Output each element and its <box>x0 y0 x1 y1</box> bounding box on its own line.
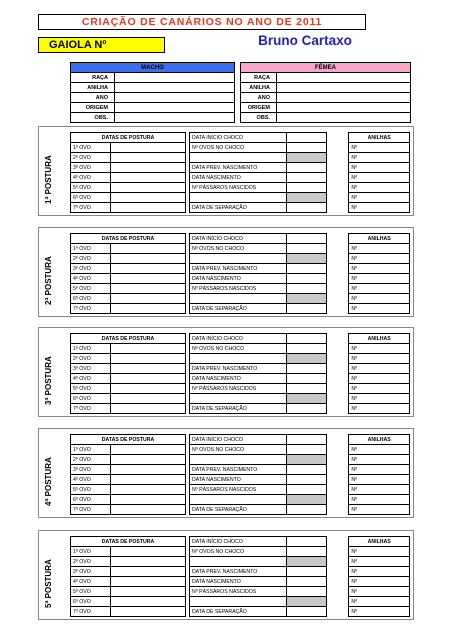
anilhas-header: ANILHAS <box>349 234 410 244</box>
anilha-cell[interactable]: Nº <box>349 577 410 587</box>
anilha-cell[interactable]: Nº <box>349 294 410 304</box>
info-value-cell[interactable] <box>286 203 326 213</box>
info-value-cell[interactable] <box>286 274 326 284</box>
info-value-cell[interactable] <box>286 505 326 515</box>
ovo-date-cell[interactable] <box>111 374 186 384</box>
spacer <box>327 435 349 445</box>
spacer <box>327 304 349 314</box>
ovo-label: 1º OVO <box>71 344 111 354</box>
info-label: DATA DE SEPARAÇÃO <box>190 505 287 515</box>
info-label: Nº OVOS NO CHOCO <box>190 445 287 455</box>
spacer <box>327 394 349 404</box>
spacer <box>327 153 349 163</box>
spacer <box>327 163 349 173</box>
ovo-label: 6º OVO <box>71 495 111 505</box>
macho-table <box>70 62 235 123</box>
postura-label: 4ª POSTURA <box>44 457 53 506</box>
ovo-label: 4º OVO <box>71 173 111 183</box>
ovo-date-cell[interactable] <box>111 557 186 567</box>
spacer <box>327 537 349 547</box>
info-value-cell[interactable] <box>286 234 326 244</box>
spacer <box>327 193 349 203</box>
info-label: Nº OVOS NO CHOCO <box>190 344 287 354</box>
field-value[interactable] <box>115 93 235 103</box>
info-label: DATA INÍCIO CHOCO <box>190 133 287 143</box>
info-value-cell[interactable] <box>286 587 326 597</box>
field-value[interactable] <box>277 93 411 103</box>
info-value-cell[interactable] <box>286 435 326 445</box>
postura-label: 1ª POSTURA <box>44 155 53 204</box>
ovo-label: 3º OVO <box>71 163 111 173</box>
femea-table <box>240 62 411 123</box>
postura-label: 2ª POSTURA <box>44 256 53 305</box>
ovo-label: 7º OVO <box>71 404 111 414</box>
postura-table <box>70 132 410 213</box>
postura-label-wrap <box>44 457 56 518</box>
info-value-cell[interactable] <box>286 475 326 485</box>
info-value-cell[interactable] <box>286 244 326 254</box>
ovo-label: 6º OVO <box>71 394 111 404</box>
info-value-cell[interactable] <box>286 304 326 314</box>
anilhas-header: ANILHAS <box>349 334 410 344</box>
anilha-cell[interactable]: Nº <box>349 354 410 364</box>
ovo-date-cell[interactable] <box>111 384 186 394</box>
field-label: ANO <box>71 93 115 103</box>
info-value-cell[interactable] <box>286 607 326 617</box>
spacer <box>327 475 349 485</box>
spacer <box>327 547 349 557</box>
postura-table <box>70 233 410 314</box>
postura-label: 5ª POSTURA <box>44 559 53 608</box>
postura-label-wrap <box>44 256 56 317</box>
postura-label: 3ª POSTURA <box>44 356 53 405</box>
info-value-cell[interactable] <box>286 537 326 547</box>
anilha-cell[interactable]: Nº <box>349 173 410 183</box>
ovo-label: 7º OVO <box>71 203 111 213</box>
info-label <box>190 455 287 465</box>
info-label: Nº PÁSSAROS NASCIDOS <box>190 485 287 495</box>
info-label: DATA NASCIMENTO <box>190 475 287 485</box>
ovo-date-cell[interactable] <box>111 193 186 203</box>
ovo-label: 4º OVO <box>71 475 111 485</box>
anilha-cell[interactable]: Nº <box>349 304 410 314</box>
info-value-cell[interactable] <box>286 547 326 557</box>
postura-label-wrap <box>44 559 56 620</box>
ovo-label: 2º OVO <box>71 153 111 163</box>
field-label: ORIGEM <box>241 103 277 113</box>
info-value-cell[interactable] <box>286 354 326 364</box>
info-value-cell[interactable] <box>286 183 326 193</box>
anilhas-header: ANILHAS <box>349 537 410 547</box>
field-label: RAÇA <box>71 73 115 83</box>
info-label <box>190 153 287 163</box>
anilha-cell[interactable]: Nº <box>349 374 410 384</box>
ovo-date-cell[interactable] <box>111 264 186 274</box>
spacer <box>327 133 349 143</box>
ovo-label: 7º OVO <box>71 304 111 314</box>
macho-header: MACHO <box>71 63 235 73</box>
ovo-label: 3º OVO <box>71 364 111 374</box>
ovo-label: 5º OVO <box>71 384 111 394</box>
ovo-date-cell[interactable] <box>111 143 186 153</box>
info-label: DATA INÍCIO CHOCO <box>190 334 287 344</box>
spacer <box>327 384 349 394</box>
ovo-date-cell[interactable] <box>111 284 186 294</box>
info-label <box>190 557 287 567</box>
ovo-date-cell[interactable] <box>111 153 186 163</box>
field-label: ANO <box>241 93 277 103</box>
ovo-date-cell[interactable] <box>111 455 186 465</box>
spacer <box>327 485 349 495</box>
spacer <box>327 587 349 597</box>
anilha-cell[interactable]: Nº <box>349 567 410 577</box>
info-value-cell[interactable] <box>286 294 326 304</box>
anilha-cell[interactable]: Nº <box>349 505 410 515</box>
spacer <box>327 567 349 577</box>
anilha-cell[interactable]: Nº <box>349 445 410 455</box>
info-label: DATA PREV. NASCIMENTO <box>190 264 287 274</box>
anilha-cell[interactable]: Nº <box>349 254 410 264</box>
ovo-date-cell[interactable] <box>111 254 186 264</box>
info-label: DATA NASCIMENTO <box>190 274 287 284</box>
ovo-date-cell[interactable] <box>111 475 186 485</box>
info-label: DATA DE SEPARAÇÃO <box>190 203 287 213</box>
info-value-cell[interactable] <box>286 495 326 505</box>
ovo-date-cell[interactable] <box>111 294 186 304</box>
datas-postura-header: DATAS DE POSTURA <box>71 334 186 344</box>
spacer <box>327 244 349 254</box>
info-label <box>190 254 287 264</box>
ovo-label: 2º OVO <box>71 354 111 364</box>
info-value-cell[interactable] <box>286 153 326 163</box>
spacer <box>327 334 349 344</box>
info-value-cell[interactable] <box>286 264 326 274</box>
postura-label-wrap <box>44 356 56 417</box>
field-label: ANILHA <box>71 83 115 93</box>
ovo-date-cell[interactable] <box>111 547 186 557</box>
ovo-label: 7º OVO <box>71 607 111 617</box>
info-label: DATA NASCIMENTO <box>190 374 287 384</box>
info-value-cell[interactable] <box>286 364 326 374</box>
info-value-cell[interactable] <box>286 334 326 344</box>
ovo-date-cell[interactable] <box>111 577 186 587</box>
ovo-date-cell[interactable] <box>111 274 186 284</box>
postura-table <box>70 536 410 617</box>
spacer <box>327 294 349 304</box>
info-value-cell[interactable] <box>286 133 326 143</box>
spacer <box>327 234 349 244</box>
info-value-cell[interactable] <box>286 284 326 294</box>
anilha-cell[interactable]: Nº <box>349 607 410 617</box>
spacer <box>327 495 349 505</box>
info-label: DATA DE SEPARAÇÃO <box>190 404 287 414</box>
spacer <box>327 404 349 414</box>
ovo-label: 1º OVO <box>71 445 111 455</box>
info-label: Nº OVOS NO CHOCO <box>190 143 287 153</box>
page-title: CRIAÇÃO DE CANÁRIOS NO ANO DE 2011 <box>38 14 366 30</box>
info-value-cell[interactable] <box>286 254 326 264</box>
ovo-label: 1º OVO <box>71 547 111 557</box>
anilhas-header: ANILHAS <box>349 435 410 445</box>
info-value-cell[interactable] <box>286 404 326 414</box>
field-value[interactable] <box>277 103 411 113</box>
info-value-cell[interactable] <box>286 384 326 394</box>
ovo-label: 2º OVO <box>71 455 111 465</box>
info-label: Nº PÁSSAROS NASCIDOS <box>190 587 287 597</box>
spacer <box>327 445 349 455</box>
info-label: Nº PÁSSAROS NASCIDOS <box>190 384 287 394</box>
anilha-cell[interactable]: Nº <box>349 153 410 163</box>
postura-table <box>70 434 410 515</box>
datas-postura-header: DATAS DE POSTURA <box>71 133 186 143</box>
info-value-cell[interactable] <box>286 597 326 607</box>
anilha-cell[interactable]: Nº <box>349 557 410 567</box>
spacer <box>327 183 349 193</box>
owner-name: Bruno Cartaxo <box>258 33 352 48</box>
anilha-cell[interactable]: Nº <box>349 475 410 485</box>
ovo-label: 4º OVO <box>71 374 111 384</box>
anilha-cell[interactable]: Nº <box>349 143 410 153</box>
info-label: DATA NASCIMENTO <box>190 173 287 183</box>
anilha-cell[interactable]: Nº <box>349 274 410 284</box>
anilha-cell[interactable]: Nº <box>349 284 410 294</box>
info-value-cell[interactable] <box>286 577 326 587</box>
spacer <box>327 455 349 465</box>
field-label: ORIGEM <box>71 103 115 113</box>
ovo-date-cell[interactable] <box>111 567 186 577</box>
anilha-cell[interactable]: Nº <box>349 183 410 193</box>
spacer <box>327 203 349 213</box>
ovo-label: 5º OVO <box>71 183 111 193</box>
datas-postura-header: DATAS DE POSTURA <box>71 435 186 445</box>
info-label <box>190 597 287 607</box>
info-value-cell[interactable] <box>286 173 326 183</box>
ovo-label: 3º OVO <box>71 567 111 577</box>
ovo-label: 2º OVO <box>71 557 111 567</box>
info-label: Nº PÁSSAROS NASCIDOS <box>190 183 287 193</box>
info-label: DATA DE SEPARAÇÃO <box>190 607 287 617</box>
ovo-date-cell[interactable] <box>111 183 186 193</box>
datas-postura-header: DATAS DE POSTURA <box>71 234 186 244</box>
ovo-date-cell[interactable] <box>111 404 186 414</box>
info-label <box>190 495 287 505</box>
femea-header: FÊMEA <box>241 63 411 73</box>
info-value-cell[interactable] <box>286 465 326 475</box>
info-label: DATA PREV. NASCIMENTO <box>190 567 287 577</box>
ovo-date-cell[interactable] <box>111 607 186 617</box>
spacer <box>327 465 349 475</box>
ovo-date-cell[interactable] <box>111 587 186 597</box>
ovo-label: 3º OVO <box>71 264 111 274</box>
anilha-cell[interactable]: Nº <box>349 364 410 374</box>
field-value[interactable] <box>115 73 235 83</box>
anilha-cell[interactable]: Nº <box>349 455 410 465</box>
spacer <box>327 344 349 354</box>
ovo-date-cell[interactable] <box>111 505 186 515</box>
anilhas-header: ANILHAS <box>349 133 410 143</box>
ovo-label: 7º OVO <box>71 505 111 515</box>
spacer <box>327 577 349 587</box>
postura-label-wrap <box>44 155 56 216</box>
anilha-cell[interactable]: Nº <box>349 244 410 254</box>
info-value-cell[interactable] <box>286 455 326 465</box>
anilha-cell[interactable]: Nº <box>349 384 410 394</box>
spacer <box>327 173 349 183</box>
ovo-date-cell[interactable] <box>111 394 186 404</box>
ovo-date-cell[interactable] <box>111 304 186 314</box>
info-label <box>190 193 287 203</box>
info-value-cell[interactable] <box>286 143 326 153</box>
field-label: OBS. <box>71 113 115 123</box>
ovo-label: 3º OVO <box>71 465 111 475</box>
ovo-date-cell[interactable] <box>111 364 186 374</box>
info-value-cell[interactable] <box>286 567 326 577</box>
ovo-label: 6º OVO <box>71 294 111 304</box>
info-label: DATA DE SEPARAÇÃO <box>190 304 287 314</box>
anilha-cell[interactable]: Nº <box>349 163 410 173</box>
ovo-date-cell[interactable] <box>111 597 186 607</box>
info-value-cell[interactable] <box>286 163 326 173</box>
info-label: Nº OVOS NO CHOCO <box>190 547 287 557</box>
info-value-cell[interactable] <box>286 374 326 384</box>
ovo-label: 1º OVO <box>71 244 111 254</box>
info-label: Nº OVOS NO CHOCO <box>190 244 287 254</box>
anilha-cell[interactable]: Nº <box>349 485 410 495</box>
anilha-cell[interactable]: Nº <box>349 597 410 607</box>
gaiola-label: GAIOLA Nº <box>38 37 165 53</box>
field-label: ANILHA <box>241 83 277 93</box>
spacer <box>327 364 349 374</box>
ovo-label: 5º OVO <box>71 485 111 495</box>
field-value[interactable] <box>115 103 235 113</box>
spacer <box>327 505 349 515</box>
info-label <box>190 354 287 364</box>
ovo-date-cell[interactable] <box>111 465 186 475</box>
field-value[interactable] <box>277 73 411 83</box>
ovo-label: 4º OVO <box>71 577 111 587</box>
info-label: DATA INÍCIO CHOCO <box>190 435 287 445</box>
ovo-date-cell[interactable] <box>111 354 186 364</box>
datas-postura-header: DATAS DE POSTURA <box>71 537 186 547</box>
info-label: Nº PÁSSAROS NASCIDOS <box>190 284 287 294</box>
ovo-date-cell[interactable] <box>111 344 186 354</box>
anilha-cell[interactable]: Nº <box>349 394 410 404</box>
info-label: DATA INÍCIO CHOCO <box>190 234 287 244</box>
anilha-cell[interactable]: Nº <box>349 264 410 274</box>
spacer <box>327 254 349 264</box>
info-label: DATA NASCIMENTO <box>190 577 287 587</box>
info-value-cell[interactable] <box>286 557 326 567</box>
spacer <box>327 597 349 607</box>
anilha-cell[interactable]: Nº <box>349 587 410 597</box>
anilha-cell[interactable]: Nº <box>349 495 410 505</box>
spacer <box>327 607 349 617</box>
info-label: DATA PREV. NASCIMENTO <box>190 465 287 475</box>
field-value[interactable] <box>115 83 235 93</box>
ovo-label: 4º OVO <box>71 274 111 284</box>
field-label: OBS. <box>241 113 277 123</box>
ovo-label: 2º OVO <box>71 254 111 264</box>
anilha-cell[interactable]: Nº <box>349 547 410 557</box>
info-label <box>190 294 287 304</box>
spacer <box>327 557 349 567</box>
field-label: RAÇA <box>241 73 277 83</box>
field-value[interactable] <box>277 83 411 93</box>
info-value-cell[interactable] <box>286 445 326 455</box>
ovo-date-cell[interactable] <box>111 445 186 455</box>
anilha-cell[interactable]: Nº <box>349 344 410 354</box>
spacer <box>327 374 349 384</box>
info-label: DATA INÍCIO CHOCO <box>190 537 287 547</box>
anilha-cell[interactable]: Nº <box>349 193 410 203</box>
spacer <box>327 274 349 284</box>
spacer <box>327 143 349 153</box>
ovo-label: 5º OVO <box>71 587 111 597</box>
info-value-cell[interactable] <box>286 485 326 495</box>
info-label <box>190 394 287 404</box>
ovo-label: 6º OVO <box>71 597 111 607</box>
info-value-cell[interactable] <box>286 193 326 203</box>
anilha-cell[interactable]: Nº <box>349 404 410 414</box>
anilha-cell[interactable]: Nº <box>349 203 410 213</box>
ovo-date-cell[interactable] <box>111 173 186 183</box>
info-label: DATA PREV. NASCIMENTO <box>190 163 287 173</box>
ovo-date-cell[interactable] <box>111 203 186 213</box>
postura-table <box>70 333 410 414</box>
ovo-date-cell[interactable] <box>111 485 186 495</box>
ovo-date-cell[interactable] <box>111 495 186 505</box>
ovo-label: 5º OVO <box>71 284 111 294</box>
spacer <box>327 264 349 274</box>
anilha-cell[interactable]: Nº <box>349 465 410 475</box>
field-value[interactable] <box>115 113 235 123</box>
info-label: DATA PREV. NASCIMENTO <box>190 364 287 374</box>
ovo-label: 6º OVO <box>71 193 111 203</box>
ovo-date-cell[interactable] <box>111 244 186 254</box>
spacer <box>327 354 349 364</box>
ovo-label: 1º OVO <box>71 143 111 153</box>
info-value-cell[interactable] <box>286 344 326 354</box>
spacer <box>327 284 349 294</box>
field-value[interactable] <box>277 113 411 123</box>
info-value-cell[interactable] <box>286 394 326 404</box>
ovo-date-cell[interactable] <box>111 163 186 173</box>
